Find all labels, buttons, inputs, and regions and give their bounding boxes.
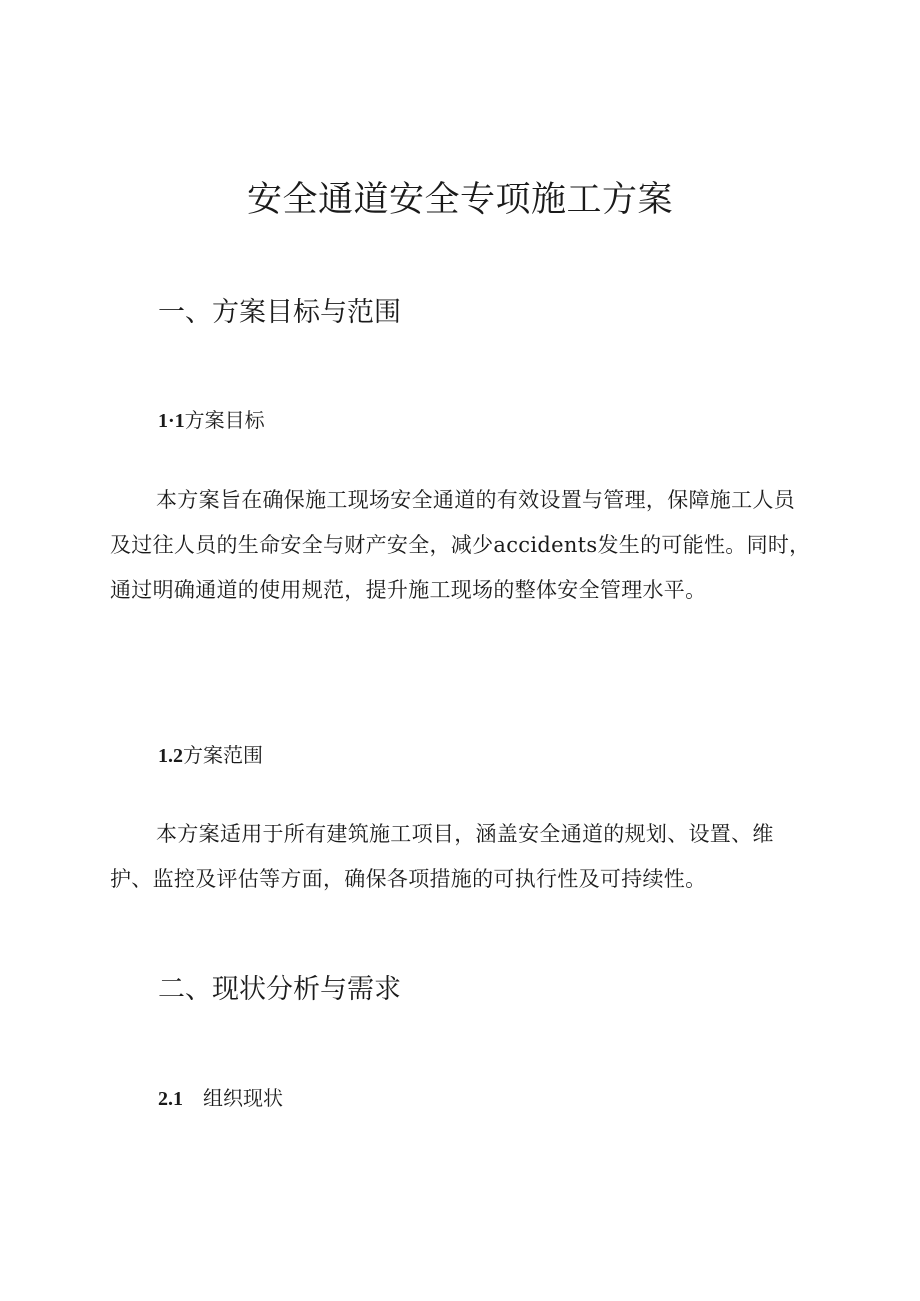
- subsection-number: 2.1: [158, 1088, 183, 1110]
- subsection-heading-2-1: [158, 1083, 283, 1114]
- section-heading-2: 二、现状分析与需求: [158, 974, 401, 1005]
- section-heading-1: 一、方案目标与范围: [158, 297, 401, 328]
- subsection-title: 方案范围: [183, 743, 263, 767]
- paragraph-1-1: 本方案旨在确保施工现场安全通道的有效设置与管理，保障施工人员及过往人员的生命安全与财产安全，减少accidents发生的可能性。同时，通过明确通道的使用规范，提升施工现场的整体安全管理水平。: [110, 488, 811, 602]
- subsection-title: 组织现状: [203, 1086, 283, 1110]
- subsection-heading-1-1: [158, 405, 265, 436]
- subsection-number: 1.2: [158, 745, 183, 767]
- subsection-number: 1·1: [158, 410, 185, 432]
- subsection-title: 方案目标: [184, 408, 265, 432]
- document-title: 安全通道安全专项施工方案: [246, 180, 673, 220]
- paragraph-1-2: 本方案适用于所有建筑施工项目，涵盖安全通道的规划、设置、维护、监控及评估等方面，确保各项措施的可执行性及可持续性。: [110, 822, 774, 891]
- subsection-heading-1-2: [158, 740, 263, 771]
